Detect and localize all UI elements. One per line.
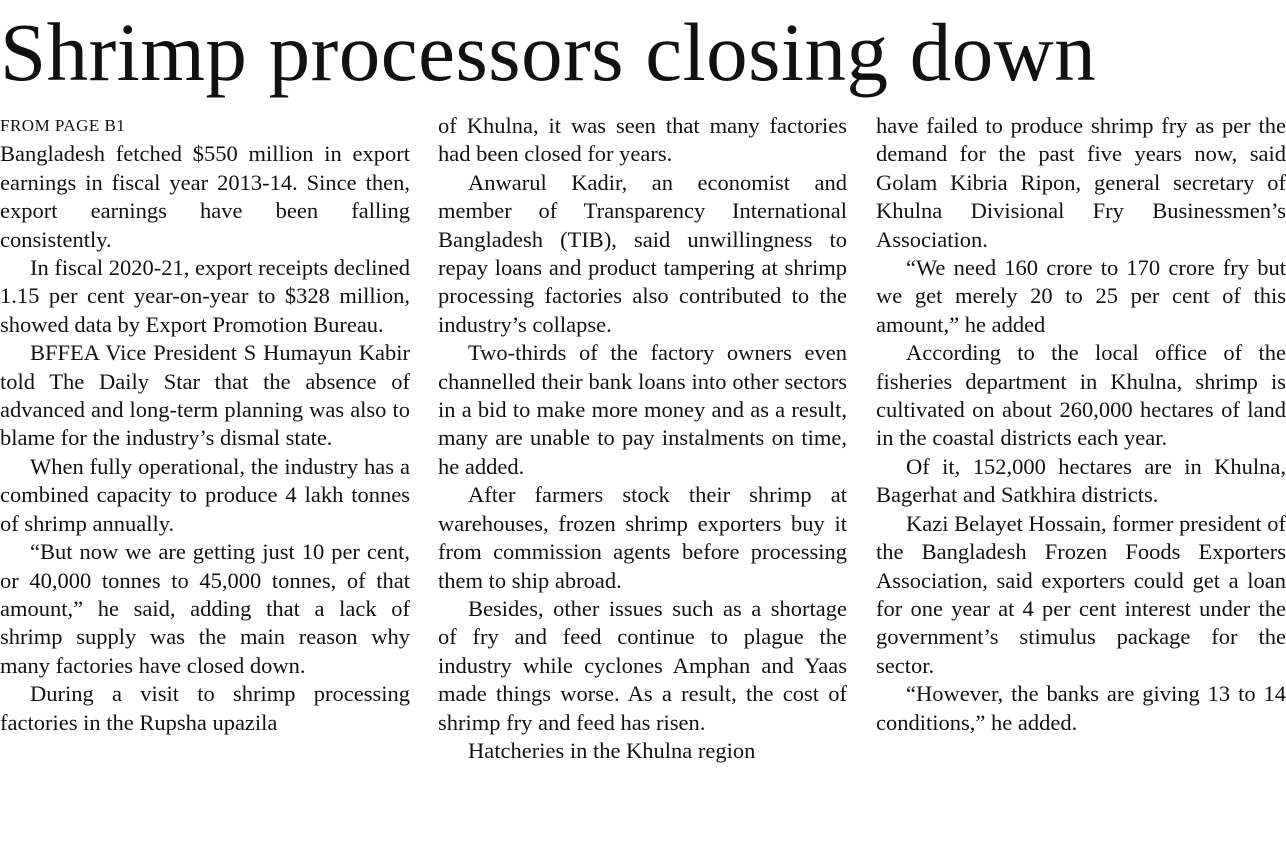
paragraph: BFFEA Vice President S Humayun Kabir told The Daily Star that the absence of advanced and long-term planning was also to blame for the industry’s dismal state. [0, 340, 410, 451]
paragraph: have failed to produce shrimp fry as per the demand for the past five years now, said Golam Kibria Ripon, general secretary of Khulna Divisional Fry Businessmen’s Association. [876, 113, 1286, 252]
paragraph: Anwarul Kadir, an economist and member of Transparency International Bangladesh (TIB), said unwillingness to repay loans and product tampering at shrimp processing factories also contributed to the industry’s collapse. [438, 169, 847, 337]
paragraph: When fully operational, the industry has a combined capacity to produce 4 lakh tonnes of shrimp annually. [0, 453, 410, 536]
article-column-3 [876, 112, 1286, 737]
headline: Shrimp processors closing down [0, 6, 1097, 98]
paragraph: Besides, other issues such as a shortage of fry and feed continue to plague the industry while cyclones Amphan and Yaas made things worse. As a result, the cost of shrimp fry and feed has risen. [438, 595, 847, 735]
paragraph: Kazi Belayet Hossain, former president of the Bangladesh Frozen Foods Exporters Association, said exporters could get a loan for one year at 4 per cent interest under the government’s stimulus package for the sector. [876, 510, 1286, 678]
paragraph: Two-thirds of the factory owners even channelled their bank loans into other sectors in a bid to make more money and as a result, many are unable to pay instalments on time, he added. [438, 340, 847, 479]
paragraph: “We need 160 crore to 170 crore fry but we get merely 20 to 25 per cent of this amount,” he added [876, 255, 1286, 337]
paragraph: In fiscal 2020-21, export receipts declined 1.15 per cent year-on-year to $328 million, showed data by Export Promotion Bureau. [0, 255, 410, 337]
paragraph: Of it, 152,000 hectares are in Khulna, Bagerhat and Satkhira districts. [876, 453, 1286, 508]
article-column-1 [0, 112, 410, 737]
dateline: FROM PAGE B1 [0, 116, 126, 135]
paragraph: Hatcheries in the Khulna region [468, 737, 756, 763]
paragraph: Bangladesh fetched $550 million in export earnings in fiscal year 2013-14. Since then, export earnings have been falling consistently. [0, 141, 410, 252]
paragraph: After farmers stock their shrimp at warehouses, frozen shrimp exporters buy it from commission agents before processing them to ship abroad. [438, 482, 847, 593]
paragraph: According to the local office of the fisheries department in Khulna, shrimp is cultivated on about 260,000 hectares of land in the coastal districts each year. [876, 340, 1286, 451]
paragraph: “But now we are getting just 10 per cent, or 40,000 tonnes to 45,000 tonnes, of that amount,” he said, adding that a lack of shrimp supply was the main reason why many factories have closed down. [0, 539, 410, 678]
paragraph: During a visit to shrimp processing factories in the Rupsha upazila [0, 681, 410, 735]
paragraph: “However, the banks are giving 13 to 14 conditions,” he added. [876, 681, 1286, 735]
paragraph: of Khulna, it was seen that many factories had been closed for years. [438, 113, 847, 167]
article-column-2 [438, 112, 847, 765]
